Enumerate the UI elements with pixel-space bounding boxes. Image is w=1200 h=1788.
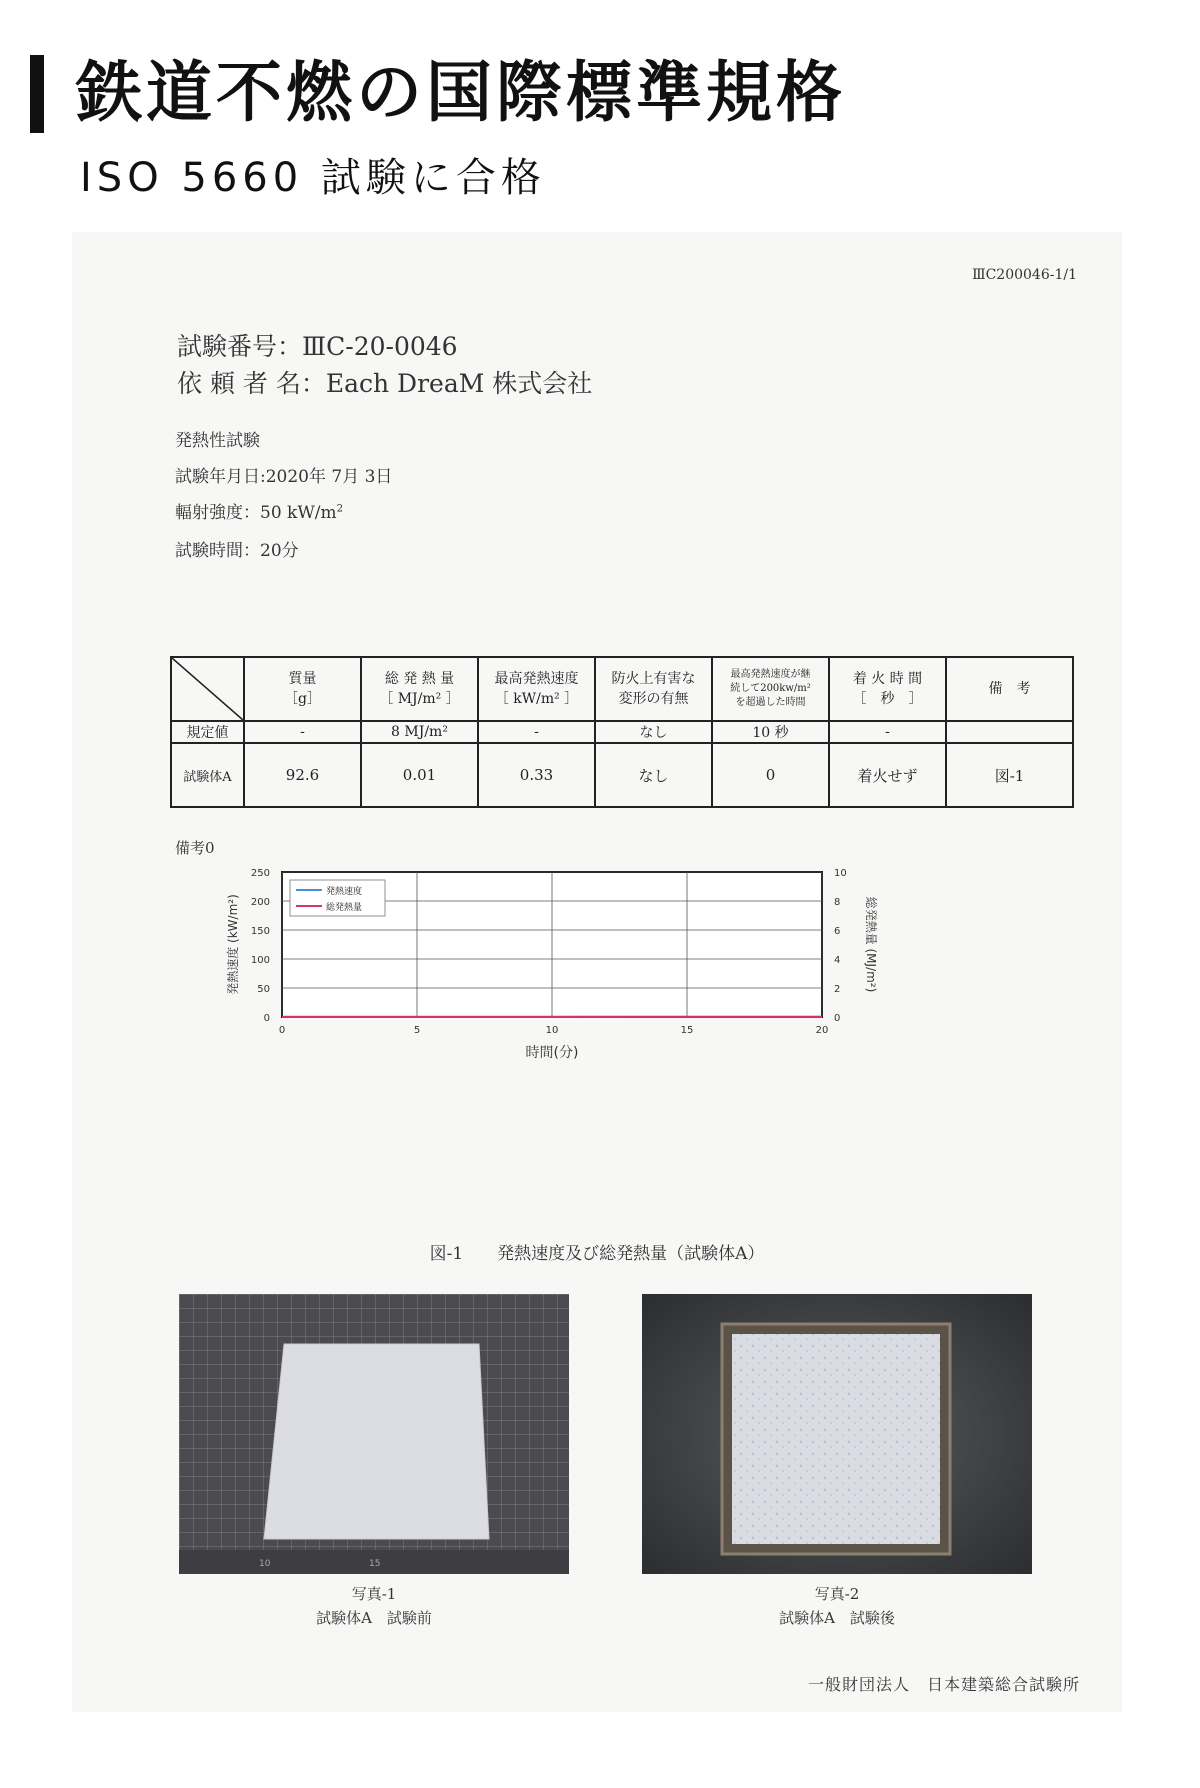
table-cell: 0.33 bbox=[478, 743, 595, 807]
legend-label: 発熱速度 bbox=[326, 887, 363, 897]
results-table bbox=[170, 656, 1074, 808]
remarks-label: 備考0 bbox=[175, 839, 215, 857]
photo-before bbox=[179, 1294, 569, 1574]
chart-x-label: 時間(分) bbox=[525, 1045, 579, 1061]
client-label: 依 頼 者 名： bbox=[177, 369, 326, 398]
table-cell: 92.6 bbox=[244, 743, 361, 807]
test-date-label: 試験年月日: bbox=[175, 467, 266, 487]
table-cell: - bbox=[478, 721, 595, 743]
client-name: Each DreaM 株式会社 bbox=[325, 369, 593, 398]
x-tick-label: 20 bbox=[815, 1025, 829, 1036]
test-number-line bbox=[177, 327, 458, 363]
test-date: 2020年 7月 3日 bbox=[265, 467, 393, 487]
irradiance-line bbox=[175, 498, 343, 523]
x-tick-label: 15 bbox=[680, 1025, 694, 1036]
table-cell: 10 秒 bbox=[712, 721, 829, 743]
y-right-tick-label: 8 bbox=[834, 897, 841, 908]
table-cell: 0.01 bbox=[361, 743, 478, 807]
y-left-tick-label: 250 bbox=[250, 868, 270, 879]
table-cell: 着火せず bbox=[829, 743, 946, 807]
header-peak-hrr: 最高発熱速度 ［ kW/m² ］ bbox=[478, 657, 595, 721]
y-left-tick-label: 0 bbox=[263, 1013, 270, 1024]
table-row-sample bbox=[171, 743, 1073, 807]
header-remarks: 備 考 bbox=[946, 657, 1073, 721]
y-left-tick-label: 50 bbox=[257, 984, 270, 995]
duration-line bbox=[175, 536, 299, 561]
test-report-document bbox=[72, 232, 1122, 1712]
table-cell: - bbox=[829, 721, 946, 743]
document-id: ⅢC200046-1/1 bbox=[972, 267, 1077, 283]
table-cell: なし bbox=[595, 721, 712, 743]
test-date-line bbox=[175, 462, 392, 487]
table-cell: なし bbox=[595, 743, 712, 807]
chart-y-left-label: 発熱速度 (kW/m²) bbox=[226, 894, 240, 995]
footer-organization: 一般財団法人 日本建築総合試験所 bbox=[807, 1675, 1080, 1694]
header-total-heat: 総 発 熱 量 ［ MJ/m² ］ bbox=[361, 657, 478, 721]
x-tick-label: 10 bbox=[545, 1025, 559, 1036]
title-accent-bar bbox=[30, 55, 44, 133]
header-exceed-time: 最高発熱速度が継 続して200kw/m² を超過した時間 bbox=[712, 657, 829, 721]
header-ignition-time: 着 火 時 間 ［ 秒 ］ bbox=[829, 657, 946, 721]
x-tick-label: 5 bbox=[413, 1025, 421, 1036]
table-cell: 8 MJ/m² bbox=[361, 721, 478, 743]
y-left-tick-label: 200 bbox=[250, 897, 270, 908]
row-label-sample: 試験体A bbox=[171, 743, 244, 807]
heat-release-chart bbox=[132, 862, 878, 1082]
test-type: 発熱性試験 bbox=[175, 431, 260, 451]
photo-after bbox=[642, 1294, 1032, 1574]
legend-label: 総発熱量 bbox=[326, 903, 363, 913]
table-cell: 0 bbox=[712, 743, 829, 807]
table-cell: - bbox=[244, 721, 361, 743]
photo-before-caption: 写真-1 試験体A 試験前 bbox=[316, 1585, 432, 1627]
ruler-label: 10 bbox=[259, 1559, 271, 1569]
photo-after-caption: 写真-2 試験体A 試験後 bbox=[779, 1585, 895, 1627]
chart-y-right-label: 総発熱量 (MJ/m²) bbox=[864, 896, 878, 993]
irradiance-exponent: 2 bbox=[336, 503, 344, 515]
duration: 20分 bbox=[260, 541, 299, 561]
y-right-tick-label: 10 bbox=[834, 868, 847, 879]
table-cell: 図-1 bbox=[946, 743, 1073, 807]
y-right-tick-label: 4 bbox=[834, 955, 841, 966]
chart-legend bbox=[290, 880, 385, 916]
irradiance-label: 輻射強度： bbox=[175, 503, 260, 523]
duration-label: 試験時間： bbox=[175, 541, 260, 561]
x-tick-label: 0 bbox=[278, 1025, 286, 1036]
header-deformation: 防火上有害な 変形の有無 bbox=[595, 657, 712, 721]
row-label-standard: 規定値 bbox=[171, 721, 244, 743]
ruler-label: 15 bbox=[369, 1559, 381, 1569]
y-right-tick-label: 2 bbox=[834, 984, 841, 995]
table-row-standard bbox=[171, 721, 1073, 743]
table-header-row bbox=[171, 657, 1073, 721]
page-subtitle: ISO 5660 試験に合格 bbox=[80, 155, 546, 201]
test-number-label: 試験番号： bbox=[177, 332, 303, 361]
y-left-tick-label: 100 bbox=[250, 955, 270, 966]
irradiance-value: 50 kW/m bbox=[260, 503, 337, 523]
page-title: 鉄道不燃の国際標準規格 bbox=[76, 54, 846, 131]
client-line bbox=[177, 364, 592, 400]
table-corner-cell bbox=[171, 657, 244, 721]
y-right-tick-label: 6 bbox=[834, 926, 841, 937]
y-right-tick-label: 0 bbox=[834, 1013, 841, 1024]
header-mass: 質量 ［g］ bbox=[244, 657, 361, 721]
table-cell bbox=[946, 721, 1073, 743]
figure-caption: 図-1 発熱速度及び総発熱量（試験体A） bbox=[429, 1244, 765, 1264]
test-number: ⅢC-20-0046 bbox=[302, 332, 458, 361]
y-left-tick-label: 150 bbox=[250, 926, 270, 937]
